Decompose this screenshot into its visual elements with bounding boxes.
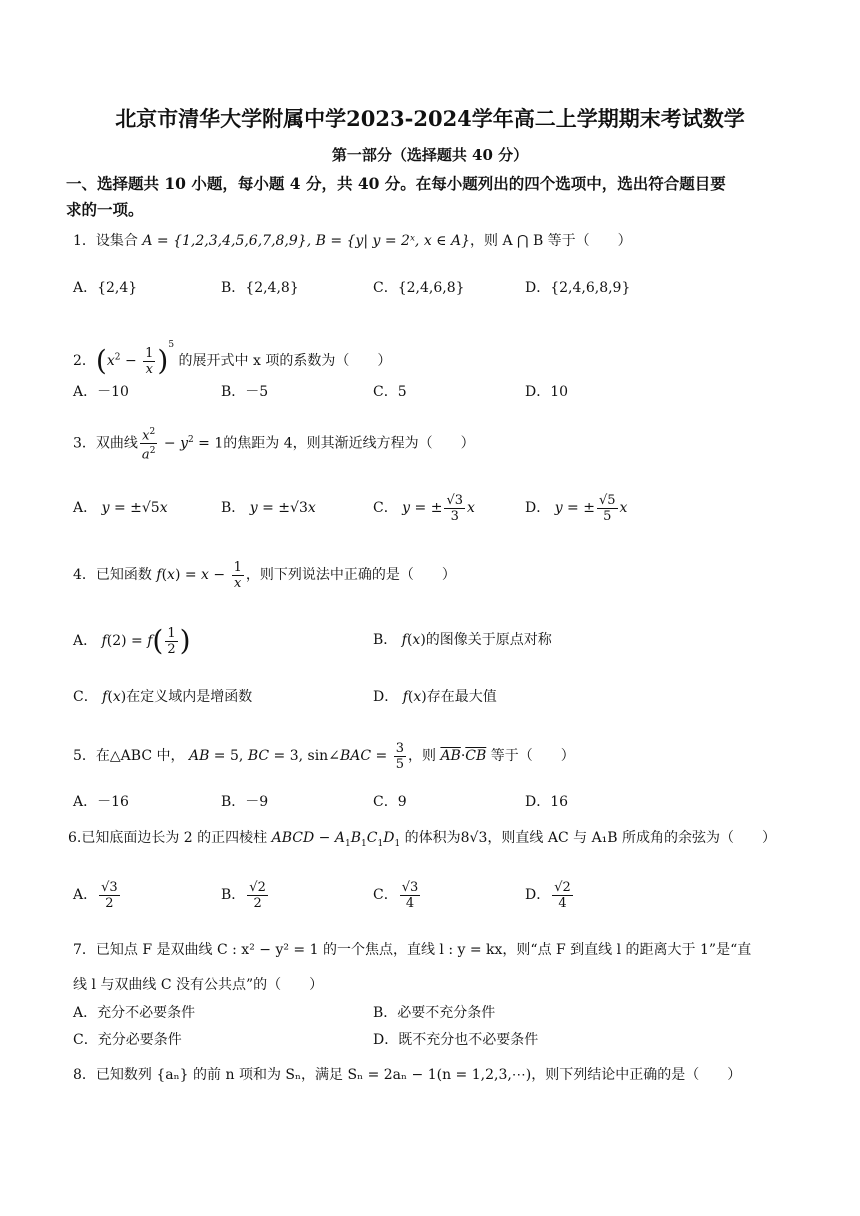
section-heading-line2: 求的一项。 [66, 200, 144, 219]
q7-option-b: B．必要不充分条件 [373, 1005, 496, 1021]
part-heading: 第一部分（选择题共 40 分） [331, 146, 529, 164]
q6-option-b: B． $\frac{√2}{2}$ [221, 879, 266, 911]
q1-option-b: B．{2,4,8} [221, 280, 299, 296]
q4-option-a: A． f(2) = f( $\frac{1}{2}$ ) [73, 624, 191, 657]
q2-option-a: A．－10 [73, 384, 129, 400]
q2-option-d: D．10 [525, 384, 569, 400]
section-heading-line1: 一、选择题共 10 小题，每小题 4 分，共 40 分。在每小题列出的四个选项中，选出符合题目要 [66, 174, 726, 193]
q6-option-a: A． $\frac{√3}{2}$ [73, 879, 118, 911]
q4-option-b: B． f(x)的图像关于原点对称 [373, 632, 552, 648]
q6-option-c: C． $\frac{√3}{4}$ [373, 879, 419, 911]
q2-option-b: B．－5 [221, 384, 269, 400]
q1-option-a: A．{2,4} [73, 280, 138, 296]
q5-option-a: A．－16 [73, 794, 129, 810]
question-7-line2: 线 l 与双曲线 C 没有公共点”的（ ） [73, 977, 324, 993]
question-8: 8．已知数列 {aₙ} 的前 n 项和为 Sₙ，满足 Sₙ = 2aₙ − 1(n = 1,2,3,⋯)，则下列结论中正确的是（ ） [73, 1067, 742, 1083]
q3-option-d: D． y = ± $\frac{√5}{5}$ x [525, 492, 628, 524]
q4-option-d: D． f(x)存在最大值 [373, 689, 497, 705]
exam-title: 北京市清华大学附属中学2023-2024学年高二上学期期末考试数学 [115, 106, 745, 131]
question-1-sets: A = {1,2,3,4,5,6,7,8,9}, B = {y| y = 2ˣ, x ∈ A} [142, 233, 470, 249]
question-7-line1: 7．已知点 F 是双曲线 C : x² − y² = 1 的一个焦点，直线 l : y = kx，则“点 F 到直线 l 的距离大于 1”是“直 [73, 942, 752, 958]
question-1: 1．设集合 A = {1,2,3,4,5,6,7,8,9}, B = {y| y = 2ˣ, x ∈ A}，则 A ⋂ B 等于（ ） [73, 233, 632, 249]
question-4: 4．已知函数 f(x) = x − $\frac{1}{x}$ ，则下列说法中正确的是（ ） [73, 559, 456, 591]
question-5: 5．在△ABC 中， AB = 5, BC = 3, sin∠BAC = $\frac{3}{5}$ ，则 $\overline{AB}\cdot\overline{CB}$ 等于（ ） [73, 740, 575, 772]
q6-option-d: D． $\frac{√2}{4}$ [525, 879, 571, 911]
question-2: 2．($x^2$ − $\frac{1}{x}$ )$^5$ 的展开式中 x 项的系数为（ ） [73, 340, 392, 377]
q7-option-d: D．既不充分也不必要条件 [373, 1032, 539, 1048]
q7-option-c: C．充分必要条件 [73, 1032, 182, 1048]
q3-option-b: B． y = ±√3x [221, 500, 316, 516]
q2-option-c: C．5 [373, 384, 407, 400]
q5-option-c: C．9 [373, 794, 407, 810]
question-3: 3．双曲线 $\frac{x^2}{a^2}$ − $y^2 = 1$的焦距为 4，则其渐近线方程为（ ） [73, 426, 475, 463]
q5-option-d: D．16 [525, 794, 569, 810]
q1-option-c: C．{2,4,6,8} [373, 280, 465, 296]
q4-option-c: C． f(x)在定义域内是增函数 [73, 689, 253, 705]
q5-option-b: B．－9 [221, 794, 269, 810]
q1-option-d: D．{2,4,6,8,9} [525, 280, 631, 296]
q3-option-a: A． y = ±√5x [73, 500, 168, 516]
q3-option-c: C． y = ± $\frac{√3}{3}$ x [373, 492, 475, 524]
q7-option-a: A．充分不必要条件 [73, 1005, 196, 1021]
question-6: 6.已知底面边长为 2 的正四棱柱 ABCD − $A_1B_1C_1D_1$ 的体积为8√3，则直线 AC 与 A₁B 所成角的余弦为（ ） [68, 830, 777, 849]
